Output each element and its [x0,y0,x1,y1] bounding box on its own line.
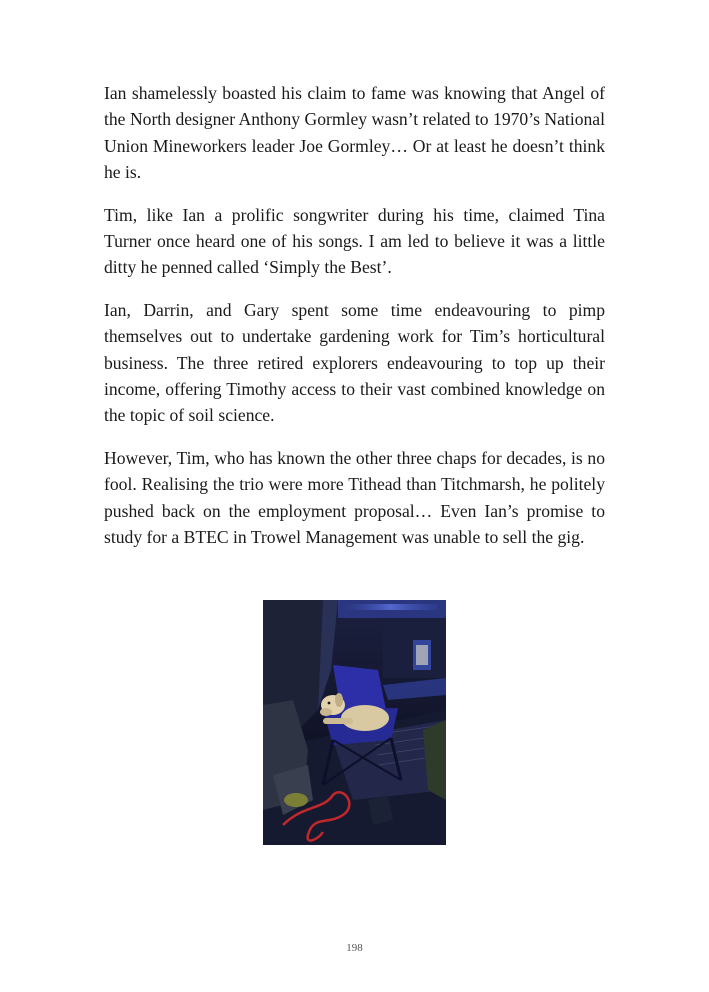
paragraph-2: Tim, like Ian a prolific songwriter during his time, claimed Tina Turner once heard one of his songs. I am led to believe it was a little ditty he penned called ‘Simply the Best’. [104,204,605,278]
paragraph-4: However, Tim, who has known the other three chaps for decades, is no fool. Realising the trio were more Tithead than Titchmarsh, he politely pushed back on the employment proposal… Even Ian’s promise to study for a BTEC in Trowel Management was unable to sell the gig. [104,447,605,548]
photo-dog-in-camping-chair [263,600,446,845]
body-text [104,80,605,567]
paragraph-3: Ian, Darrin, and Gary spent some time endeavouring to pimp themselves out to undertake gardening work for Tim’s horticultural business. The three retired explorers endeavouring to top up their income, offering Timothy access to their vast combined knowledge on the topic of soil science. [104,299,605,426]
page-number: 198 [346,942,363,954]
paragraph-1: Ian shamelessly boasted his claim to fame was knowing that Angel of the North designer Anthony Gormley wasn’t related to 1970’s National Union Mineworkers leader Joe Gormley… Or at least he doesn’t think he is. [104,83,605,183]
